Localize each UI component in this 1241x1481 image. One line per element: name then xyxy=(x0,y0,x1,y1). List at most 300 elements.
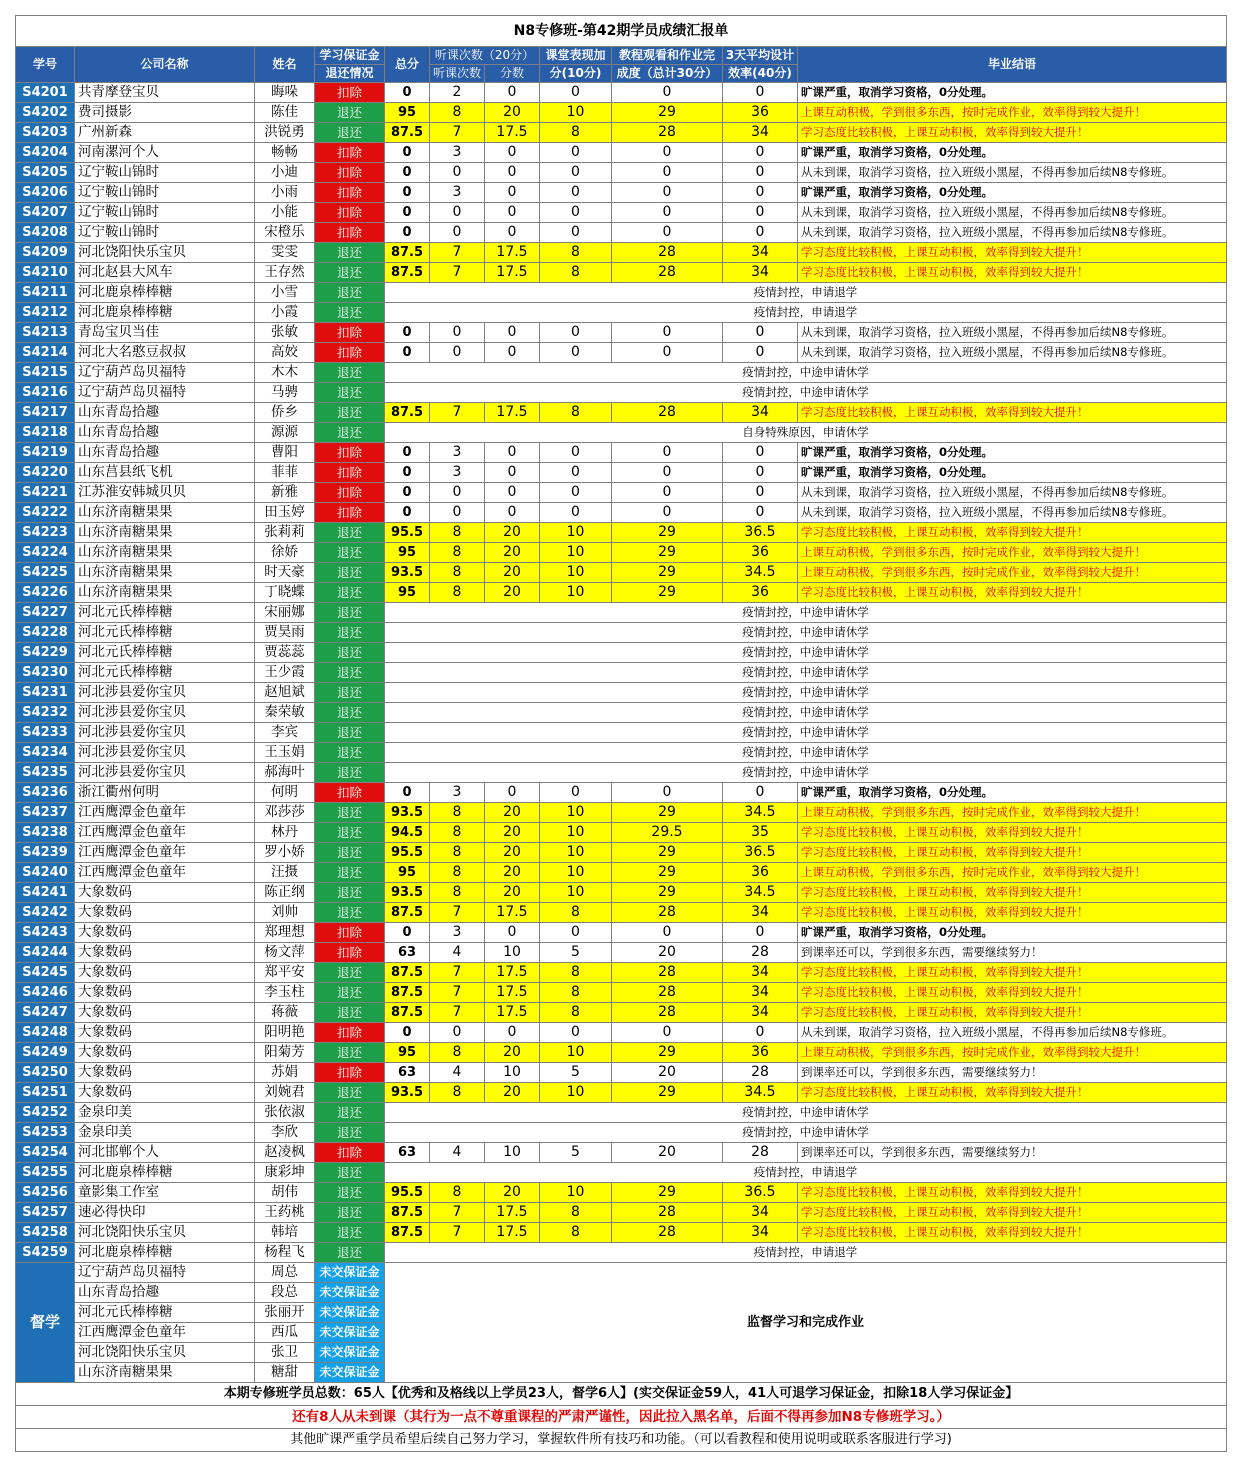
listen-score: 17.5 xyxy=(485,903,540,923)
homework-score: 28 xyxy=(612,123,723,143)
graduation-comment: 从未到课，取消学习资格，拉入班级小黑屋，不得再参加后续N8专修班。 xyxy=(798,323,1227,343)
class-bonus: 0 xyxy=(540,223,612,243)
listen-count: 7 xyxy=(430,123,485,143)
graduation-comment: 旷课严重，取消学习资格，0分处理。 xyxy=(798,183,1227,203)
company-name: 大象数码 xyxy=(75,903,255,923)
class-bonus: 10 xyxy=(540,1183,612,1203)
efficiency-score: 34 xyxy=(723,1003,798,1023)
total-score: 87.5 xyxy=(385,1003,430,1023)
graduation-comment: 旷课严重，取消学习资格，0分处理。 xyxy=(798,783,1227,803)
company-name: 大象数码 xyxy=(75,1063,255,1083)
deposit-status-badge: 退还 xyxy=(315,1223,385,1243)
student-id: S4252 xyxy=(16,1103,75,1123)
listen-score: 10 xyxy=(485,1143,540,1163)
listen-count: 8 xyxy=(430,823,485,843)
deposit-status-badge: 退还 xyxy=(315,363,385,383)
status-note: 疫情封控，中途申请休学 xyxy=(385,383,1227,403)
student-row xyxy=(16,983,1227,1003)
student-name: 刘婉君 xyxy=(255,1083,315,1103)
student-row xyxy=(16,503,1227,523)
total-score: 87.5 xyxy=(385,263,430,283)
student-name: 王少霞 xyxy=(255,663,315,683)
deposit-status-badge: 退还 xyxy=(315,1203,385,1223)
class-bonus: 0 xyxy=(540,183,612,203)
graduation-comment: 学习态度比较积极，上课互动积极，效率得到较大提升！ xyxy=(798,523,1227,543)
homework-score: 29 xyxy=(612,843,723,863)
student-row xyxy=(16,723,1227,743)
student-row xyxy=(16,1123,1227,1143)
homework-score: 29 xyxy=(612,1043,723,1063)
company-name: 山东济南糖果果 xyxy=(75,563,255,583)
company-name: 河北大名憨豆叔叔 xyxy=(75,343,255,363)
graduation-comment: 学习态度比较积极，上课互动积极，效率得到较大提升！ xyxy=(798,403,1227,423)
student-id: S4228 xyxy=(16,623,75,643)
student-id: S4237 xyxy=(16,803,75,823)
company-name: 河北饶阳快乐宝贝 xyxy=(75,1343,255,1363)
deposit-status-badge: 退还 xyxy=(315,1083,385,1103)
efficiency-score: 0 xyxy=(723,503,798,523)
student-id: S4235 xyxy=(16,763,75,783)
company-name: 大象数码 xyxy=(75,943,255,963)
company-name: 河北鹿泉棒棒糖 xyxy=(75,1243,255,1263)
efficiency-score: 28 xyxy=(723,943,798,963)
total-score: 0 xyxy=(385,183,430,203)
listen-score: 17.5 xyxy=(485,243,540,263)
efficiency-score: 0 xyxy=(723,463,798,483)
status-note: 疫情封控，中途申请休学 xyxy=(385,603,1227,623)
total-score: 87.5 xyxy=(385,1203,430,1223)
listen-count: 0 xyxy=(430,203,485,223)
homework-score: 28 xyxy=(612,963,723,983)
listen-count: 0 xyxy=(430,503,485,523)
deposit-status-badge: 退还 xyxy=(315,823,385,843)
listen-count: 3 xyxy=(430,923,485,943)
class-bonus: 8 xyxy=(540,903,612,923)
deposit-status-badge: 退还 xyxy=(315,423,385,443)
student-name: 张敏 xyxy=(255,323,315,343)
efficiency-score: 36.5 xyxy=(723,1183,798,1203)
homework-score: 20 xyxy=(612,1063,723,1083)
listen-count: 7 xyxy=(430,1223,485,1243)
efficiency-score: 0 xyxy=(723,483,798,503)
deposit-status-badge: 扣除 xyxy=(315,143,385,163)
total-score: 63 xyxy=(385,943,430,963)
deposit-status-badge: 扣除 xyxy=(315,203,385,223)
student-name: 秦荣敏 xyxy=(255,703,315,723)
student-name: 高姣 xyxy=(255,343,315,363)
deposit-status-badge: 扣除 xyxy=(315,343,385,363)
company-name: 河北涉县爱你宝贝 xyxy=(75,763,255,783)
deposit-status-badge: 退还 xyxy=(315,1123,385,1143)
total-score: 63 xyxy=(385,1063,430,1083)
homework-score: 20 xyxy=(612,943,723,963)
class-bonus: 8 xyxy=(540,1223,612,1243)
student-row xyxy=(16,143,1227,163)
student-id: S4214 xyxy=(16,343,75,363)
graduation-comment: 学习态度比较积极，上课互动积极，效率得到较大提升！ xyxy=(798,123,1227,143)
student-row xyxy=(16,543,1227,563)
listen-score: 20 xyxy=(485,103,540,123)
listen-count: 8 xyxy=(430,583,485,603)
warning-line-row xyxy=(16,1406,1227,1429)
class-bonus: 10 xyxy=(540,563,612,583)
homework-score: 0 xyxy=(612,163,723,183)
homework-score: 29 xyxy=(612,863,723,883)
efficiency-score: 36.5 xyxy=(723,843,798,863)
company-name: 费司摄影 xyxy=(75,103,255,123)
class-bonus: 10 xyxy=(540,823,612,843)
listen-score: 20 xyxy=(485,1183,540,1203)
graduation-comment: 从未到课，取消学习资格，拉入班级小黑屋，不得再参加后续N8专修班。 xyxy=(798,503,1227,523)
student-name: 陈正纲 xyxy=(255,883,315,903)
total-score: 0 xyxy=(385,163,430,183)
class-bonus: 0 xyxy=(540,483,612,503)
listen-count: 0 xyxy=(430,1023,485,1043)
graduation-comment: 学习态度比较积极，上课互动积极，效率得到较大提升！ xyxy=(798,823,1227,843)
deposit-status-badge: 退还 xyxy=(315,263,385,283)
student-id: S4231 xyxy=(16,683,75,703)
company-name: 童影集工作室 xyxy=(75,1183,255,1203)
status-note: 疫情封控，中途申请休学 xyxy=(385,1103,1227,1123)
listen-count: 7 xyxy=(430,983,485,1003)
student-id: S4226 xyxy=(16,583,75,603)
status-note: 疫情封控，中途申请休学 xyxy=(385,723,1227,743)
company-name: 辽宁鞍山锦时 xyxy=(75,183,255,203)
graduation-comment: 学习态度比较积极，上课互动积极，效率得到较大提升！ xyxy=(798,1183,1227,1203)
company-name: 山东莒县纸飞机 xyxy=(75,463,255,483)
student-id: S4247 xyxy=(16,1003,75,1023)
deposit-status-badge: 退还 xyxy=(315,523,385,543)
total-score: 95 xyxy=(385,863,430,883)
total-score: 95.5 xyxy=(385,843,430,863)
listen-count: 0 xyxy=(430,483,485,503)
efficiency-score: 34.5 xyxy=(723,883,798,903)
student-row xyxy=(16,323,1227,343)
supervisor-name: 张丽开 xyxy=(255,1303,315,1323)
student-id: S4258 xyxy=(16,1223,75,1243)
listen-score: 20 xyxy=(485,883,540,903)
student-name: 陈佳 xyxy=(255,103,315,123)
graduation-comment: 上课互动积极，学到很多东西，按时完成作业，效率得到较大提升！ xyxy=(798,803,1227,823)
homework-score: 29 xyxy=(612,803,723,823)
student-row xyxy=(16,1043,1227,1063)
student-row xyxy=(16,243,1227,263)
listen-score: 20 xyxy=(485,543,540,563)
listen-count: 8 xyxy=(430,523,485,543)
deposit-status-badge: 扣除 xyxy=(315,923,385,943)
graduation-comment: 从未到课，取消学习资格，拉入班级小黑屋，不得再参加后续N8专修班。 xyxy=(798,343,1227,363)
deposit-status-badge: 未交保证金 xyxy=(315,1343,385,1363)
company-name: 河北涉县爱你宝贝 xyxy=(75,743,255,763)
total-score: 0 xyxy=(385,203,430,223)
deposit-status-badge: 扣除 xyxy=(315,463,385,483)
company-name: 山东济南糖果果 xyxy=(75,543,255,563)
total-score: 94.5 xyxy=(385,823,430,843)
class-bonus: 8 xyxy=(540,243,612,263)
deposit-status-badge: 扣除 xyxy=(315,503,385,523)
student-row xyxy=(16,603,1227,623)
company-name: 江西鹰潭金色童年 xyxy=(75,823,255,843)
listen-count: 4 xyxy=(430,1143,485,1163)
company-name: 河北饶阳快乐宝贝 xyxy=(75,1223,255,1243)
company-name: 山东济南糖果果 xyxy=(75,1363,255,1383)
graduation-comment: 上课互动积极，学到很多东西，按时完成作业，效率得到较大提升！ xyxy=(798,863,1227,883)
listen-count: 8 xyxy=(430,1183,485,1203)
header-listen-group: 听课次数（20分） xyxy=(430,47,540,65)
listen-score: 17.5 xyxy=(485,1223,540,1243)
student-name: 赵旭斌 xyxy=(255,683,315,703)
status-note: 疫情封控，申请退学 xyxy=(385,1243,1227,1263)
student-name: 小霞 xyxy=(255,303,315,323)
company-name: 速必得快印 xyxy=(75,1203,255,1223)
student-id: S4244 xyxy=(16,943,75,963)
homework-score: 28 xyxy=(612,1223,723,1243)
total-score: 0 xyxy=(385,463,430,483)
student-row xyxy=(16,1163,1227,1183)
company-name: 山东青岛拾趣 xyxy=(75,403,255,423)
student-id: S4239 xyxy=(16,843,75,863)
deposit-status-badge: 扣除 xyxy=(315,443,385,463)
student-name: 杨程飞 xyxy=(255,1243,315,1263)
student-row xyxy=(16,803,1227,823)
student-id: S4202 xyxy=(16,103,75,123)
deposit-status-badge: 扣除 xyxy=(315,483,385,503)
total-score: 87.5 xyxy=(385,983,430,1003)
student-id: S4233 xyxy=(16,723,75,743)
homework-score: 0 xyxy=(612,323,723,343)
listen-count: 8 xyxy=(430,563,485,583)
listen-count: 3 xyxy=(430,783,485,803)
class-bonus: 10 xyxy=(540,803,612,823)
student-id: S4203 xyxy=(16,123,75,143)
total-score: 0 xyxy=(385,83,430,103)
student-row xyxy=(16,1183,1227,1203)
deposit-status-badge: 退还 xyxy=(315,703,385,723)
efficiency-score: 34 xyxy=(723,983,798,1003)
header-eff-line1: 3天平均设计 xyxy=(723,47,798,65)
deposit-status-badge: 扣除 xyxy=(315,183,385,203)
student-name: 郑理想 xyxy=(255,923,315,943)
student-name: 王存然 xyxy=(255,263,315,283)
total-score: 93.5 xyxy=(385,883,430,903)
header-eff-line2: 效率(40分) xyxy=(723,65,798,83)
status-note: 疫情封控，中途申请休学 xyxy=(385,1123,1227,1143)
homework-score: 20 xyxy=(612,1143,723,1163)
deposit-status-badge: 未交保证金 xyxy=(315,1263,385,1283)
listen-score: 17.5 xyxy=(485,963,540,983)
homework-score: 28 xyxy=(612,903,723,923)
supervisor-name: 西瓜 xyxy=(255,1323,315,1343)
company-name: 大象数码 xyxy=(75,923,255,943)
company-name: 大象数码 xyxy=(75,1083,255,1103)
listen-score: 20 xyxy=(485,563,540,583)
student-name: 李宾 xyxy=(255,723,315,743)
efficiency-score: 0 xyxy=(723,83,798,103)
class-bonus: 0 xyxy=(540,143,612,163)
company-name: 河北涉县爱你宝贝 xyxy=(75,703,255,723)
listen-score: 0 xyxy=(485,323,540,343)
listen-count: 7 xyxy=(430,963,485,983)
efficiency-score: 34 xyxy=(723,1203,798,1223)
homework-score: 0 xyxy=(612,223,723,243)
status-note: 疫情封控，中途申请休学 xyxy=(385,763,1227,783)
listen-count: 7 xyxy=(430,1203,485,1223)
efficiency-score: 0 xyxy=(723,223,798,243)
student-row xyxy=(16,83,1227,103)
score-report-table xyxy=(15,15,1227,1452)
graduation-comment: 学习态度比较积极，上课互动积极，效率得到较大提升！ xyxy=(798,1203,1227,1223)
listen-score: 20 xyxy=(485,863,540,883)
student-row xyxy=(16,1103,1227,1123)
company-name: 辽宁鞍山锦时 xyxy=(75,223,255,243)
company-name: 广州新森 xyxy=(75,123,255,143)
student-name: 韩培 xyxy=(255,1223,315,1243)
student-row xyxy=(16,683,1227,703)
company-name: 山东济南糖果果 xyxy=(75,503,255,523)
student-id: S4218 xyxy=(16,423,75,443)
class-bonus: 10 xyxy=(540,843,612,863)
total-score: 87.5 xyxy=(385,123,430,143)
listen-score: 20 xyxy=(485,1083,540,1103)
efficiency-score: 36.5 xyxy=(723,523,798,543)
student-id: S4217 xyxy=(16,403,75,423)
deposit-status-badge: 退还 xyxy=(315,623,385,643)
class-bonus: 8 xyxy=(540,983,612,1003)
listen-score: 20 xyxy=(485,1043,540,1063)
supervisor-label: 督学 xyxy=(16,1263,75,1383)
total-score: 93.5 xyxy=(385,563,430,583)
supervisor-name: 周总 xyxy=(255,1263,315,1283)
student-id: S4212 xyxy=(16,303,75,323)
company-name: 河北饶阳快乐宝贝 xyxy=(75,243,255,263)
listen-score: 17.5 xyxy=(485,983,540,1003)
student-id: S4216 xyxy=(16,383,75,403)
efficiency-score: 34 xyxy=(723,403,798,423)
listen-score: 17.5 xyxy=(485,123,540,143)
homework-score: 0 xyxy=(612,183,723,203)
listen-score: 0 xyxy=(485,203,540,223)
deposit-status-badge: 退还 xyxy=(315,283,385,303)
listen-count: 4 xyxy=(430,1063,485,1083)
total-score: 95.5 xyxy=(385,523,430,543)
listen-count: 3 xyxy=(430,183,485,203)
company-name: 大象数码 xyxy=(75,1043,255,1063)
company-name: 河北元氏棒棒糖 xyxy=(75,603,255,623)
student-name: 刘帅 xyxy=(255,903,315,923)
listen-score: 17.5 xyxy=(485,1003,540,1023)
student-id: S4208 xyxy=(16,223,75,243)
homework-score: 28 xyxy=(612,243,723,263)
efficiency-score: 34 xyxy=(723,243,798,263)
graduation-comment: 从未到课，取消学习资格，拉入班级小黑屋，不得再参加后续N8专修班。 xyxy=(798,223,1227,243)
graduation-comment: 上课互动积极，学到很多东西，按时完成作业，效率得到较大提升！ xyxy=(798,1043,1227,1063)
homework-score: 28 xyxy=(612,1003,723,1023)
student-name: 木木 xyxy=(255,363,315,383)
student-name: 雯雯 xyxy=(255,243,315,263)
company-name: 山东济南糖果果 xyxy=(75,523,255,543)
student-row xyxy=(16,583,1227,603)
student-row xyxy=(16,743,1227,763)
listen-score: 10 xyxy=(485,1063,540,1083)
student-name: 贾昊雨 xyxy=(255,623,315,643)
student-name: 张莉莉 xyxy=(255,523,315,543)
student-name: 杨文萍 xyxy=(255,943,315,963)
student-id: S4229 xyxy=(16,643,75,663)
listen-score: 0 xyxy=(485,183,540,203)
student-name: 王药桃 xyxy=(255,1203,315,1223)
supervisor-row xyxy=(16,1263,1227,1283)
student-row xyxy=(16,123,1227,143)
student-row xyxy=(16,1023,1227,1043)
listen-score: 0 xyxy=(485,343,540,363)
student-name: 李欣 xyxy=(255,1123,315,1143)
deposit-status-badge: 退还 xyxy=(315,563,385,583)
total-score: 0 xyxy=(385,323,430,343)
listen-count: 0 xyxy=(430,323,485,343)
deposit-status-badge: 扣除 xyxy=(315,83,385,103)
deposit-status-badge: 未交保证金 xyxy=(315,1323,385,1343)
listen-count: 8 xyxy=(430,843,485,863)
student-row xyxy=(16,923,1227,943)
student-id: S4221 xyxy=(16,483,75,503)
homework-score: 29 xyxy=(612,1083,723,1103)
class-bonus: 10 xyxy=(540,583,612,603)
status-note: 自身特殊原因，申请休学 xyxy=(385,423,1227,443)
student-name: 胡伟 xyxy=(255,1183,315,1203)
student-id: S4225 xyxy=(16,563,75,583)
total-score: 0 xyxy=(385,1023,430,1043)
efficiency-score: 0 xyxy=(723,1023,798,1043)
company-name: 河南漯河个人 xyxy=(75,143,255,163)
deposit-status-badge: 未交保证金 xyxy=(315,1283,385,1303)
class-bonus: 8 xyxy=(540,403,612,423)
efficiency-score: 0 xyxy=(723,443,798,463)
company-name: 河北涉县爱你宝贝 xyxy=(75,723,255,743)
student-id: S4220 xyxy=(16,463,75,483)
student-id: S4256 xyxy=(16,1183,75,1203)
student-name: 罗小娇 xyxy=(255,843,315,863)
status-note: 疫情封控，中途申请休学 xyxy=(385,643,1227,663)
graduation-comment: 学习态度比较积极，上课互动积极，效率得到较大提升！ xyxy=(798,1003,1227,1023)
company-name: 江西鹰潭金色童年 xyxy=(75,843,255,863)
listen-score: 0 xyxy=(485,443,540,463)
listen-count: 8 xyxy=(430,883,485,903)
listen-score: 20 xyxy=(485,583,540,603)
student-name: 菲菲 xyxy=(255,463,315,483)
total-score: 63 xyxy=(385,1143,430,1163)
company-name: 江西鹰潭金色童年 xyxy=(75,803,255,823)
status-note: 疫情封控，中途申请休学 xyxy=(385,623,1227,643)
deposit-status-badge: 扣除 xyxy=(315,1143,385,1163)
homework-score: 0 xyxy=(612,503,723,523)
warning-line: 还有8人从未到课（其行为一点不尊重课程的严肃严谨性，因此拉入黑名单，后面不得再参加N8专修班学习。） xyxy=(16,1406,1227,1429)
listen-count: 3 xyxy=(430,143,485,163)
deposit-status-badge: 未交保证金 xyxy=(315,1363,385,1383)
company-name: 大象数码 xyxy=(75,963,255,983)
status-note: 疫情封控，申请退学 xyxy=(385,303,1227,323)
efficiency-score: 0 xyxy=(723,163,798,183)
class-bonus: 10 xyxy=(540,103,612,123)
deposit-status-badge: 退还 xyxy=(315,743,385,763)
student-row xyxy=(16,483,1227,503)
listen-count: 0 xyxy=(430,163,485,183)
student-row xyxy=(16,643,1227,663)
company-name: 大象数码 xyxy=(75,1023,255,1043)
student-id: S4259 xyxy=(16,1243,75,1263)
student-name: 田玉婷 xyxy=(255,503,315,523)
student-id: S4251 xyxy=(16,1083,75,1103)
student-id: S4236 xyxy=(16,783,75,803)
